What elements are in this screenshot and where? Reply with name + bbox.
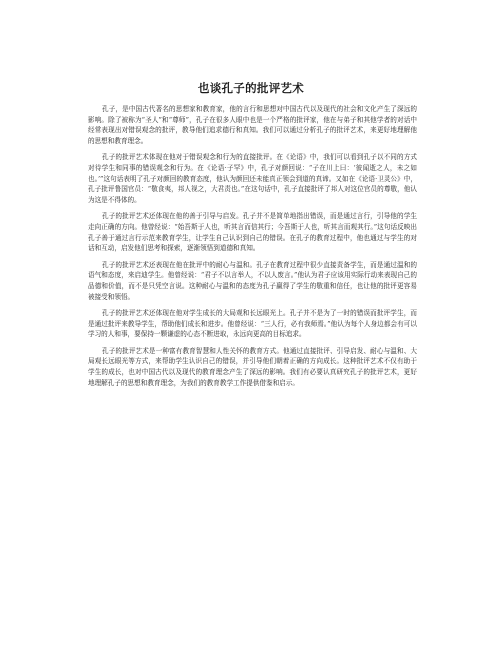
paragraph-conclusion: 孔子的批评艺术是一种富有教育智慧和人性关怀的教育方式。他通过直接批评、引导启发、耐心与温和、大局观长远眼光等方式，来帮助学生认识自己的错误，并引导他们朝着正确的方向成长。这种批评艺术不仅有助于学生的成长，也对中国古代以及现代的教育理念产生了深远的影响。我们有必要认真研究孔子的批评艺术，更好地理解孔子的思想和教育理念，为我们的教育教学工作提供借鉴和启示。 — [88, 346, 417, 387]
document-body — [88, 104, 417, 394]
paragraph-intro: 孔子，是中国古代著名的思想家和教育家，他的言行和思想对中国古代以及现代的社会和文化产生了深远的影响。除了被称为“圣人”和“尊师”，孔子在很多人眼中也是一个严格的批评家，他在与弟子和其他学者的对话中经常表现出对错误观念的批评，教导他们追求德行和真知。我们可以通过分析孔子的批评艺术，来更好地理解他的思想和教育理念。 — [88, 105, 417, 145]
paragraph-patience: 孔子的批评艺术还表现在他在批评中的耐心与温和。孔子在教育过程中很少直接责备学生，而是通过温和的语气和态度，来启迪学生。他曾经说：“君子不以言举人，不以人废言。”他认为君子应该用实际行动来表现自己的品德和价值，而不是只凭空言说。这种耐心与温和的态度为孔子赢得了学生的敬重和信任，也让他的批评更容易被接受和领悟。 — [88, 260, 417, 301]
paragraph-long-term-view: 孔子的批评艺术还体现在他对学生成长的大局观和长远眼光上。孔子并不是为了一时的错误而批评学生，而是通过批评来教导学生，帮助他们成长和进步。他曾经说：“三人行，必有我师焉。”他认为每个人身边都会有可以学习的人和事，要保持一颗谦虚的心态不断进取，永远向更高的目标追求。 — [88, 309, 417, 339]
document-title: 也谈孔子的批评艺术 — [197, 81, 305, 95]
paragraph-direct-criticism: 孔子的批评艺术体现在他对于错误观念和行为的直接批评。在《论语》中，我们可以看到孔子以不同的方式对待学生和同事的错误观念和行为。在《论语·子罕》中，孔子对颜回说：“子在川上曰：‘彼闻逝之人，未之如也。’”这句话表明了孔子对颜回的教育态度，他认为颜回还未能真正领会到道的真谛。又如在《论语·卫灵公》中，孔子批评鲁国官员：“敬食夷，邦人视之，大君责也。”在这句话中，孔子直接批评了邦人对这位官员的尊敬，他认为这是不得体的。 — [88, 153, 417, 204]
paragraph-guidance: 孔子的批评艺术还体现在他的善于引导与启发。孔子并不是简单地指出错误，而是通过言行，引导他的学生走向正确的方向。他曾经说：“始吾斯于人也，听其言而信其行；今吾斯于人也，听其言而观其行。”这句话反映出孔子善于通过言行示范来教育学生，让学生自己认识到自己的错误。在孔子的教育过程中，他也通过与学生的对话和互动，启发他们思考和探索，逐渐领悟到道德和真知。 — [88, 212, 417, 253]
